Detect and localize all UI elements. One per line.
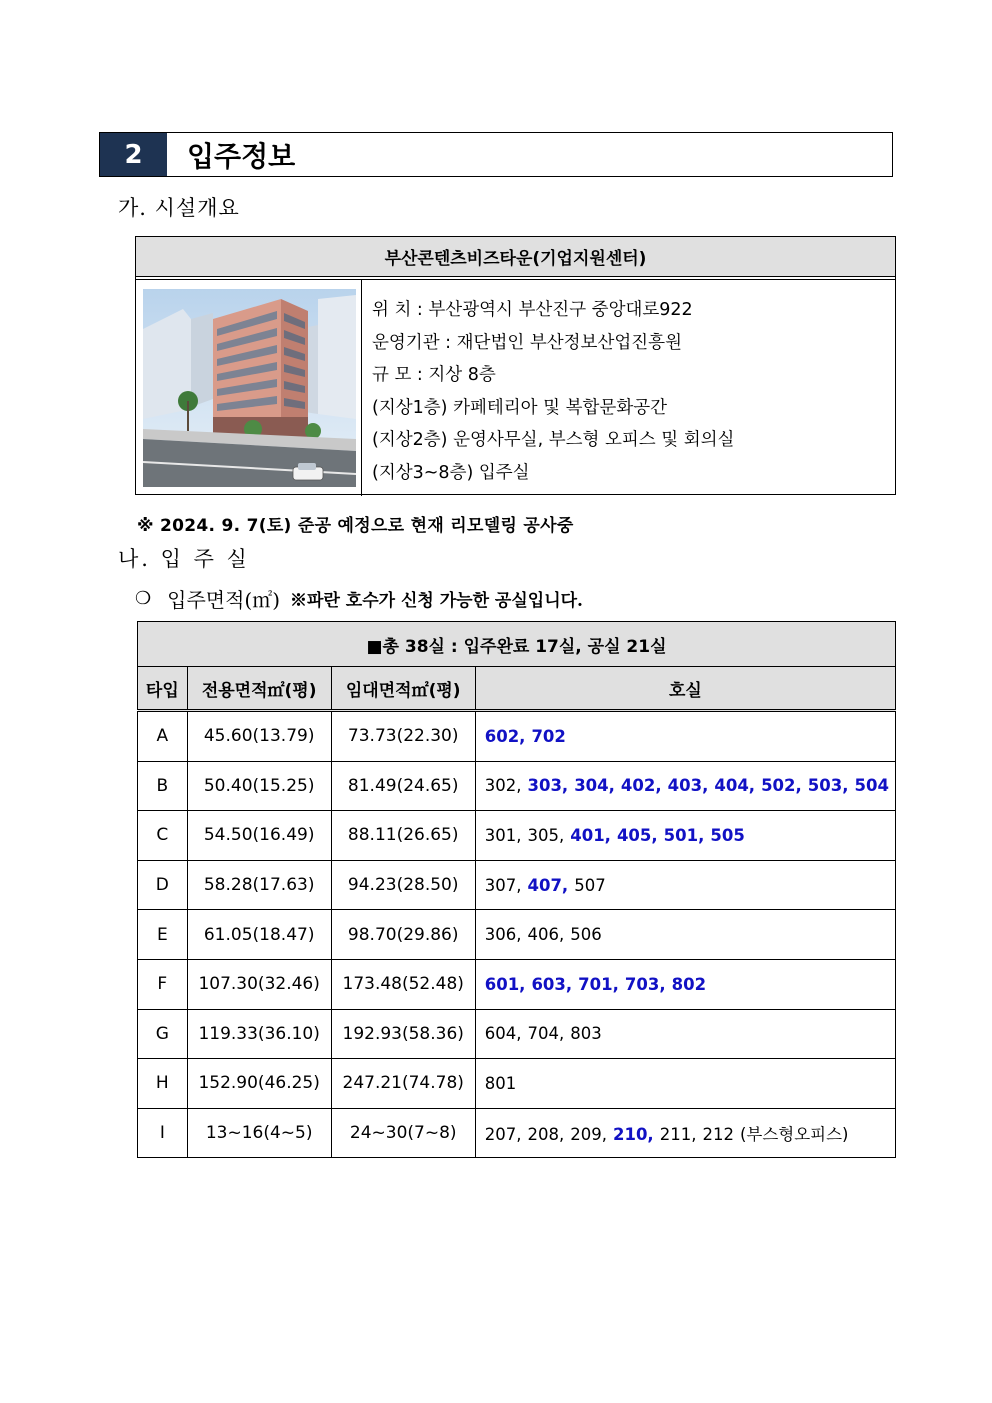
room-number: 704, [527, 1024, 565, 1044]
cell-exclusive-area: 152.90(46.25) [187, 1059, 331, 1109]
table-row [138, 910, 896, 960]
facility-floor-1: (지상1층) 카페테리아 및 복합문화공간 [372, 397, 668, 418]
cell-exclusive-area: 58.28(17.63) [187, 860, 331, 910]
room-number-available: 503, [807, 776, 849, 796]
room-number-available: 405, [616, 825, 658, 845]
cell-rooms [475, 959, 895, 1009]
col-rooms: 호실 [475, 667, 895, 711]
facility-floor-3-8: (지상3~8층) 입주실 [372, 462, 530, 483]
room-number-available: 502, [761, 776, 802, 796]
table-row [138, 711, 896, 762]
area-line [135, 584, 583, 613]
table-row [138, 860, 896, 910]
cell-exclusive-area: 45.60(13.79) [187, 711, 331, 762]
area-label: 입주면적(㎡) [167, 588, 281, 612]
room-number-available: 401, [570, 825, 611, 845]
facility-location: 위 치 : 부산광역시 부산진구 중앙대로922 [372, 300, 693, 320]
room-number: 208, [527, 1125, 565, 1145]
table-row [138, 1009, 896, 1059]
cell-lease-area: 173.48(52.48) [331, 959, 475, 1009]
cell-lease-area: 73.73(22.30) [331, 711, 475, 762]
cell-lease-area: 192.93(58.36) [331, 1009, 475, 1059]
room-number-available: 601, [484, 974, 526, 994]
facility-box [135, 236, 896, 495]
cell-exclusive-area: 107.30(32.46) [187, 959, 331, 1009]
building-rendering-image [136, 280, 362, 496]
room-number: 211, [659, 1125, 697, 1145]
area-note: ※파란 호수가 신청 가능한 공실입니다. [290, 591, 583, 611]
cell-type: A [138, 711, 188, 762]
table-header-row [138, 667, 896, 711]
cell-rooms [475, 860, 895, 910]
cell-type: D [138, 860, 188, 910]
room-number-available: 505 [710, 825, 745, 845]
table-row [138, 1108, 896, 1158]
table-row [138, 1059, 896, 1109]
room-number-available: 210, [612, 1125, 654, 1145]
cell-lease-area: 98.70(29.86) [331, 910, 475, 960]
section-title: 입주정보 [187, 139, 296, 173]
facility-floor-2: (지상2층) 운영사무실, 부스형 오피스 및 회의실 [372, 430, 735, 450]
room-number-available: 703, [624, 974, 666, 994]
room-number-available: 603, [531, 974, 573, 994]
cell-type: B [138, 761, 188, 811]
cell-type: E [138, 910, 188, 960]
cell-type: C [138, 811, 188, 861]
room-number: 306, [484, 925, 522, 945]
room-number-available: 702 [531, 726, 566, 746]
table-row [138, 761, 896, 811]
room-number-available: 304, [574, 776, 615, 796]
cell-rooms [475, 910, 895, 960]
cell-lease-area: 81.49(24.65) [331, 761, 475, 811]
table-summary-row [138, 622, 896, 667]
cell-type: G [138, 1009, 188, 1059]
construction-notice: ※ 2024. 9. 7(토) 준공 예정으로 현재 리모델링 공사중 [137, 516, 574, 536]
room-number: 212 [702, 1125, 734, 1145]
rooms-summary: ■총 38실 : 입주완료 17실, 공실 21실 [138, 622, 896, 667]
room-number: 801 [484, 1073, 517, 1093]
col-exclusive-area: 전용면적㎡(평) [187, 667, 331, 711]
cell-type: H [138, 1059, 188, 1109]
room-number-available: 501, [663, 825, 705, 845]
cell-lease-area: 94.23(28.50) [331, 860, 475, 910]
room-number-available: 504 [854, 776, 889, 796]
room-number: 604, [484, 1024, 522, 1044]
facility-scale: 규 모 : 지상 8층 [372, 365, 496, 385]
bullet-circle-icon: ❍ [135, 588, 152, 609]
room-number-available: 303, [527, 776, 569, 796]
room-number: 301, [484, 825, 522, 845]
facility-heading: 가. 시설개요 [118, 196, 240, 220]
room-number-available: 602, [484, 726, 526, 746]
room-number-available: 404, [714, 776, 756, 796]
col-type: 타입 [138, 667, 188, 711]
cell-type: I [138, 1108, 188, 1158]
cell-lease-area: 88.11(26.65) [331, 811, 475, 861]
room-number-available: 802 [671, 974, 707, 994]
room-number: 209, [570, 1125, 607, 1145]
cell-lease-area: 24~30(7~8) [331, 1108, 475, 1158]
cell-exclusive-area: 50.40(15.25) [187, 761, 331, 811]
cell-exclusive-area: 13~16(4~5) [187, 1108, 331, 1158]
room-number: 506 [570, 925, 602, 945]
room-number: 803 [570, 1024, 602, 1044]
rooms-table [137, 621, 896, 1158]
cell-rooms [475, 711, 895, 762]
cell-rooms [475, 1009, 895, 1059]
cell-rooms [475, 1059, 895, 1109]
room-number-available: 403, [667, 776, 709, 796]
room-number-available: 407, [527, 875, 569, 895]
room-number: 305, [527, 825, 565, 845]
cell-exclusive-area: 119.33(36.10) [187, 1009, 331, 1059]
room-number: 307, [484, 875, 522, 895]
col-lease-area: 임대면적㎡(평) [331, 667, 475, 711]
cell-rooms [475, 761, 895, 811]
facility-operator: 운영기관 : 재단법인 부산정보산업진흥원 [372, 332, 682, 353]
cell-lease-area: 247.21(74.78) [331, 1059, 475, 1109]
facility-box-title: 부산콘텐츠비즈타운(기업지원센터) [136, 237, 895, 277]
room-number: (부스형오피스) [739, 1125, 849, 1145]
room-number: 207, [484, 1125, 522, 1145]
rooms-heading: 나. 입 주 실 [118, 547, 250, 571]
section-number: 2 [100, 133, 167, 176]
cell-exclusive-area: 61.05(18.47) [187, 910, 331, 960]
room-number-available: 701, [578, 974, 619, 994]
cell-rooms [475, 811, 895, 861]
facility-details [362, 280, 895, 496]
cell-exclusive-area: 54.50(16.49) [187, 811, 331, 861]
room-number: 507 [574, 875, 606, 895]
table-row [138, 811, 896, 861]
cell-rooms [475, 1108, 895, 1158]
room-number: 302, [484, 776, 522, 796]
room-number-available: 402, [620, 776, 662, 796]
table-row [138, 959, 896, 1009]
room-number: 406, [527, 925, 565, 945]
cell-type: F [138, 959, 188, 1009]
section-header [99, 132, 893, 177]
